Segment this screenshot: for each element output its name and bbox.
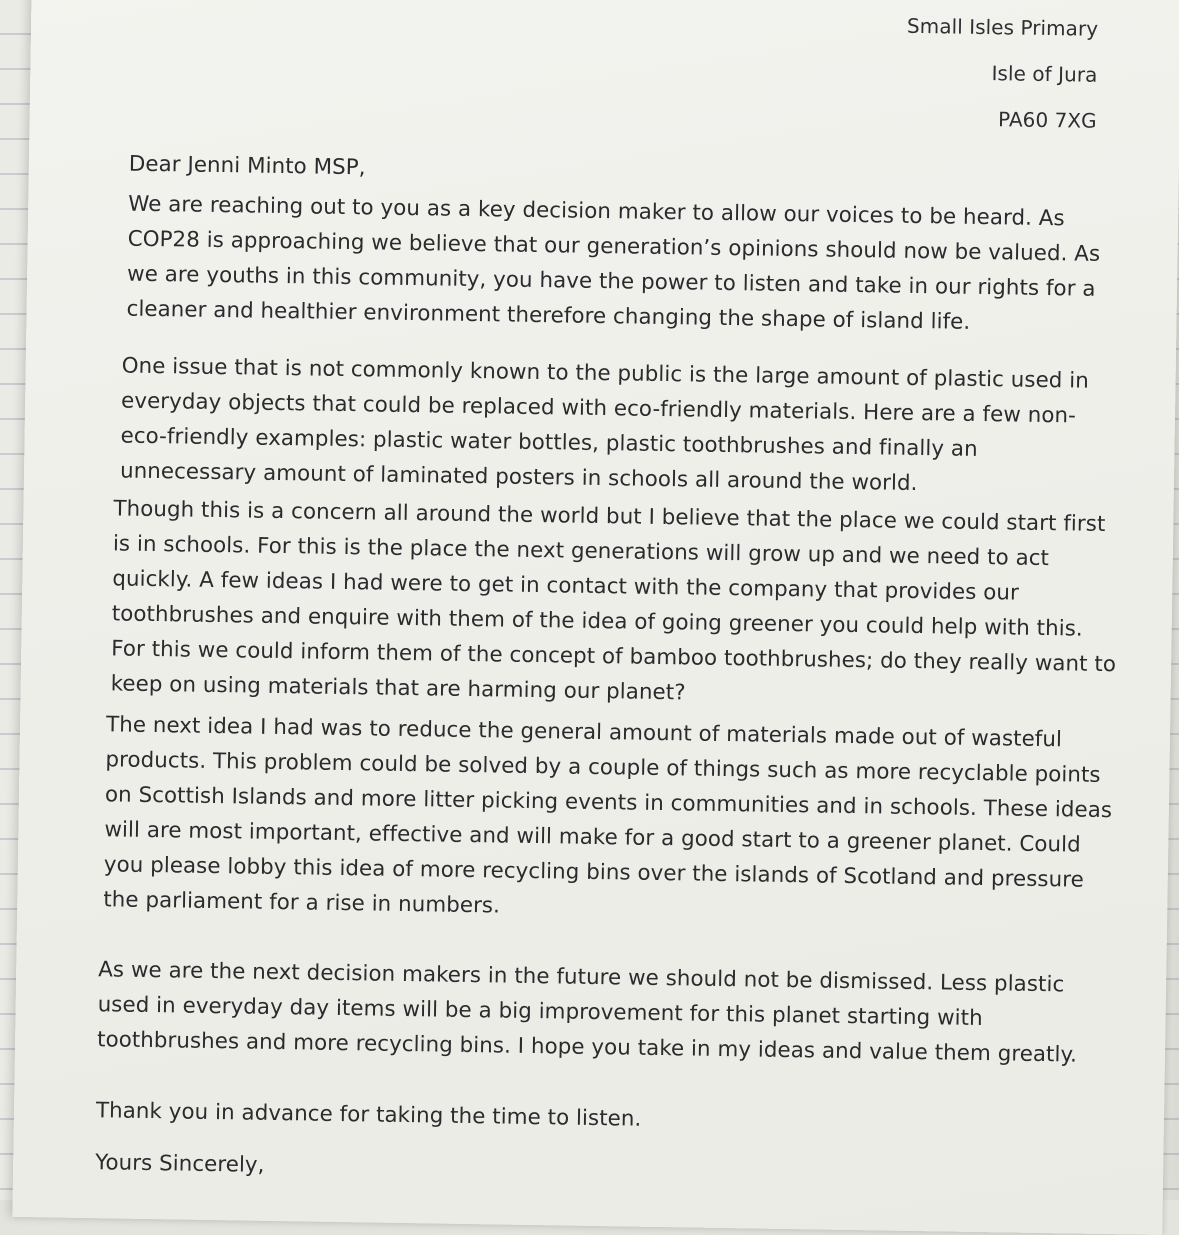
address-island: Isle of Jura <box>991 61 1098 87</box>
paragraph-plastic-issue: One issue that is not commonly known to the public is the large amount of plastic used in everyday objects that could be replaced with eco-friendly materials. Here are a few non-eco-friendly examples: plastic water bottles, plastic toothbrushes and finally an unnecessary amount of laminated posters in schools all around the world. <box>119 353 1090 497</box>
paragraph-recycling-points: The next idea I had was to reduce the general amount of materials made out of wasteful products. This problem could be solved by a couple of things such as more recyclable points on Scottish Islands and more litter picking events in communities and in schools. These ideas will are most important, effective and will make for a good start to a greener planet. Could you please lobby this idea of more recycling bins over the islands of Scotland and pressure the parliament for a rise in numbers. <box>103 712 1113 919</box>
sender-address <box>905 3 1098 144</box>
paragraph-schools-toothbrushes: Though this is a concern all around the world but I believe that the place we could start first is in schools. For this is the place the next generations will grow up and we need to act quickly. A few ideas I had were to get in contact with the company that provides our toothbrushes and enquire with them of the idea of going greener you could help with this. For this we could inform them of the concept of bamboo toothbrushes; do they really want to keep on using materials that are harming our planet? <box>110 496 1117 706</box>
address-postcode: PA60 7XG <box>997 107 1097 133</box>
salutation: Dear Jenni Minto MSP, <box>128 151 366 181</box>
paragraph-conclusion: As we are the next decision makers in the future we should not be dismissed. Less plastic used in everyday day items will be a big improvement for this planet starting with toothbrushes and more recycling bins. I hope you take in my ideas and value them greatly. <box>96 957 1078 1068</box>
sign-off: Yours Sincerely, <box>94 1150 265 1178</box>
paragraph-introduction: We are reaching out to you as a key decision maker to allow our voices to be heard. As COP28 is approaching we believe that our generation’s opinions should now be valued. As we are youths in this community, you have the power to listen and take in our rights for a cleaner and healthier environment therefore changing the shape of island life. <box>126 191 1101 335</box>
address-school: Small Isles Primary <box>906 13 1099 41</box>
letter-sheet <box>12 0 1179 1235</box>
closing-line: Thank you in advance for taking the time to listen. <box>95 1098 642 1132</box>
